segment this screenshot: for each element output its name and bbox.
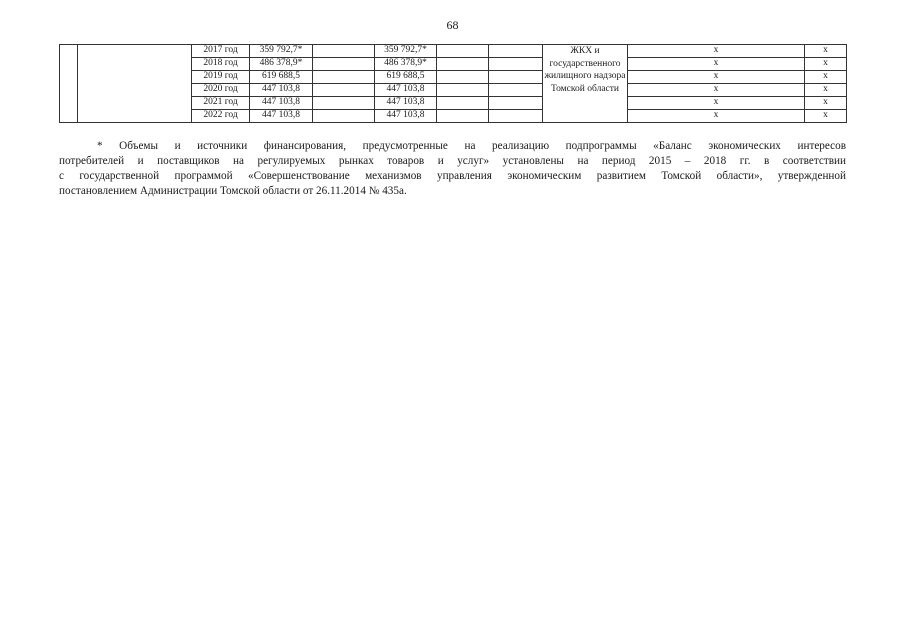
total-cell: 447 103,8 — [250, 110, 313, 123]
amount-cell: 619 688,5 — [375, 71, 437, 84]
responsible-category-cell: ЖКХ и государственного жилищного надзора Томской области — [543, 45, 628, 123]
amount-cell — [437, 58, 489, 71]
footnote-line: постановлением Администрации Томской области от 26.11.2014 № 435а. — [59, 185, 407, 197]
total-cell: 619 688,5 — [250, 71, 313, 84]
amount-cell — [437, 97, 489, 110]
value-cell: х — [805, 110, 847, 123]
amount-cell: 447 103,8 — [375, 84, 437, 97]
amount-cell — [489, 97, 543, 110]
amount-cell: 447 103,8 — [375, 110, 437, 123]
amount-cell — [313, 110, 375, 123]
budget-table — [59, 44, 847, 123]
amount-cell — [489, 110, 543, 123]
amount-cell — [489, 71, 543, 84]
indicator-cell: х — [628, 71, 805, 84]
value-cell: х — [805, 84, 847, 97]
indicator-cell: х — [628, 84, 805, 97]
footnote — [59, 139, 846, 199]
indicator-cell: х — [628, 97, 805, 110]
value-cell: х — [805, 45, 847, 58]
value-cell: х — [805, 71, 847, 84]
amount-cell: 486 378,9* — [375, 58, 437, 71]
page-number: 68 — [446, 18, 459, 32]
footnote-line: с государственной программой «Совершенствование механизмов управления экономическим развитием Томской области», утвержденной — [59, 170, 846, 182]
total-cell: 447 103,8 — [250, 84, 313, 97]
footnote-line: потребителей и поставщиков на регулируемых рынках товаров и услуг» установлены на период 2015 – 2018 гг. в соответствии — [59, 155, 846, 167]
indicator-cell: х — [628, 110, 805, 123]
amount-cell — [437, 71, 489, 84]
amount-cell — [489, 84, 543, 97]
amount-cell — [313, 58, 375, 71]
amount-cell — [489, 58, 543, 71]
amount-cell — [313, 45, 375, 58]
footnote-line: * Объемы и источники финансирования, предусмотренные на реализацию подпрограммы «Баланс экономических интересов — [97, 140, 846, 152]
year-cell: 2020 год — [192, 84, 250, 97]
amount-cell — [437, 45, 489, 58]
table-row — [60, 45, 847, 58]
year-cell: 2017 год — [192, 45, 250, 58]
amount-cell — [437, 110, 489, 123]
amount-cell — [489, 45, 543, 58]
total-cell: 486 378,9* — [250, 58, 313, 71]
amount-cell — [313, 84, 375, 97]
indicator-cell: х — [628, 45, 805, 58]
total-cell: 447 103,8 — [250, 97, 313, 110]
amount-cell — [437, 84, 489, 97]
year-cell: 2022 год — [192, 110, 250, 123]
empty-cell — [78, 45, 192, 123]
amount-cell: 359 792,7* — [375, 45, 437, 58]
indicator-cell: х — [628, 58, 805, 71]
year-cell: 2021 год — [192, 97, 250, 110]
value-cell: х — [805, 97, 847, 110]
value-cell: х — [805, 58, 847, 71]
amount-cell — [313, 97, 375, 110]
empty-cell — [60, 45, 78, 123]
total-cell: 359 792,7* — [250, 45, 313, 58]
amount-cell: 447 103,8 — [375, 97, 437, 110]
year-cell: 2018 год — [192, 58, 250, 71]
amount-cell — [313, 71, 375, 84]
year-cell: 2019 год — [192, 71, 250, 84]
